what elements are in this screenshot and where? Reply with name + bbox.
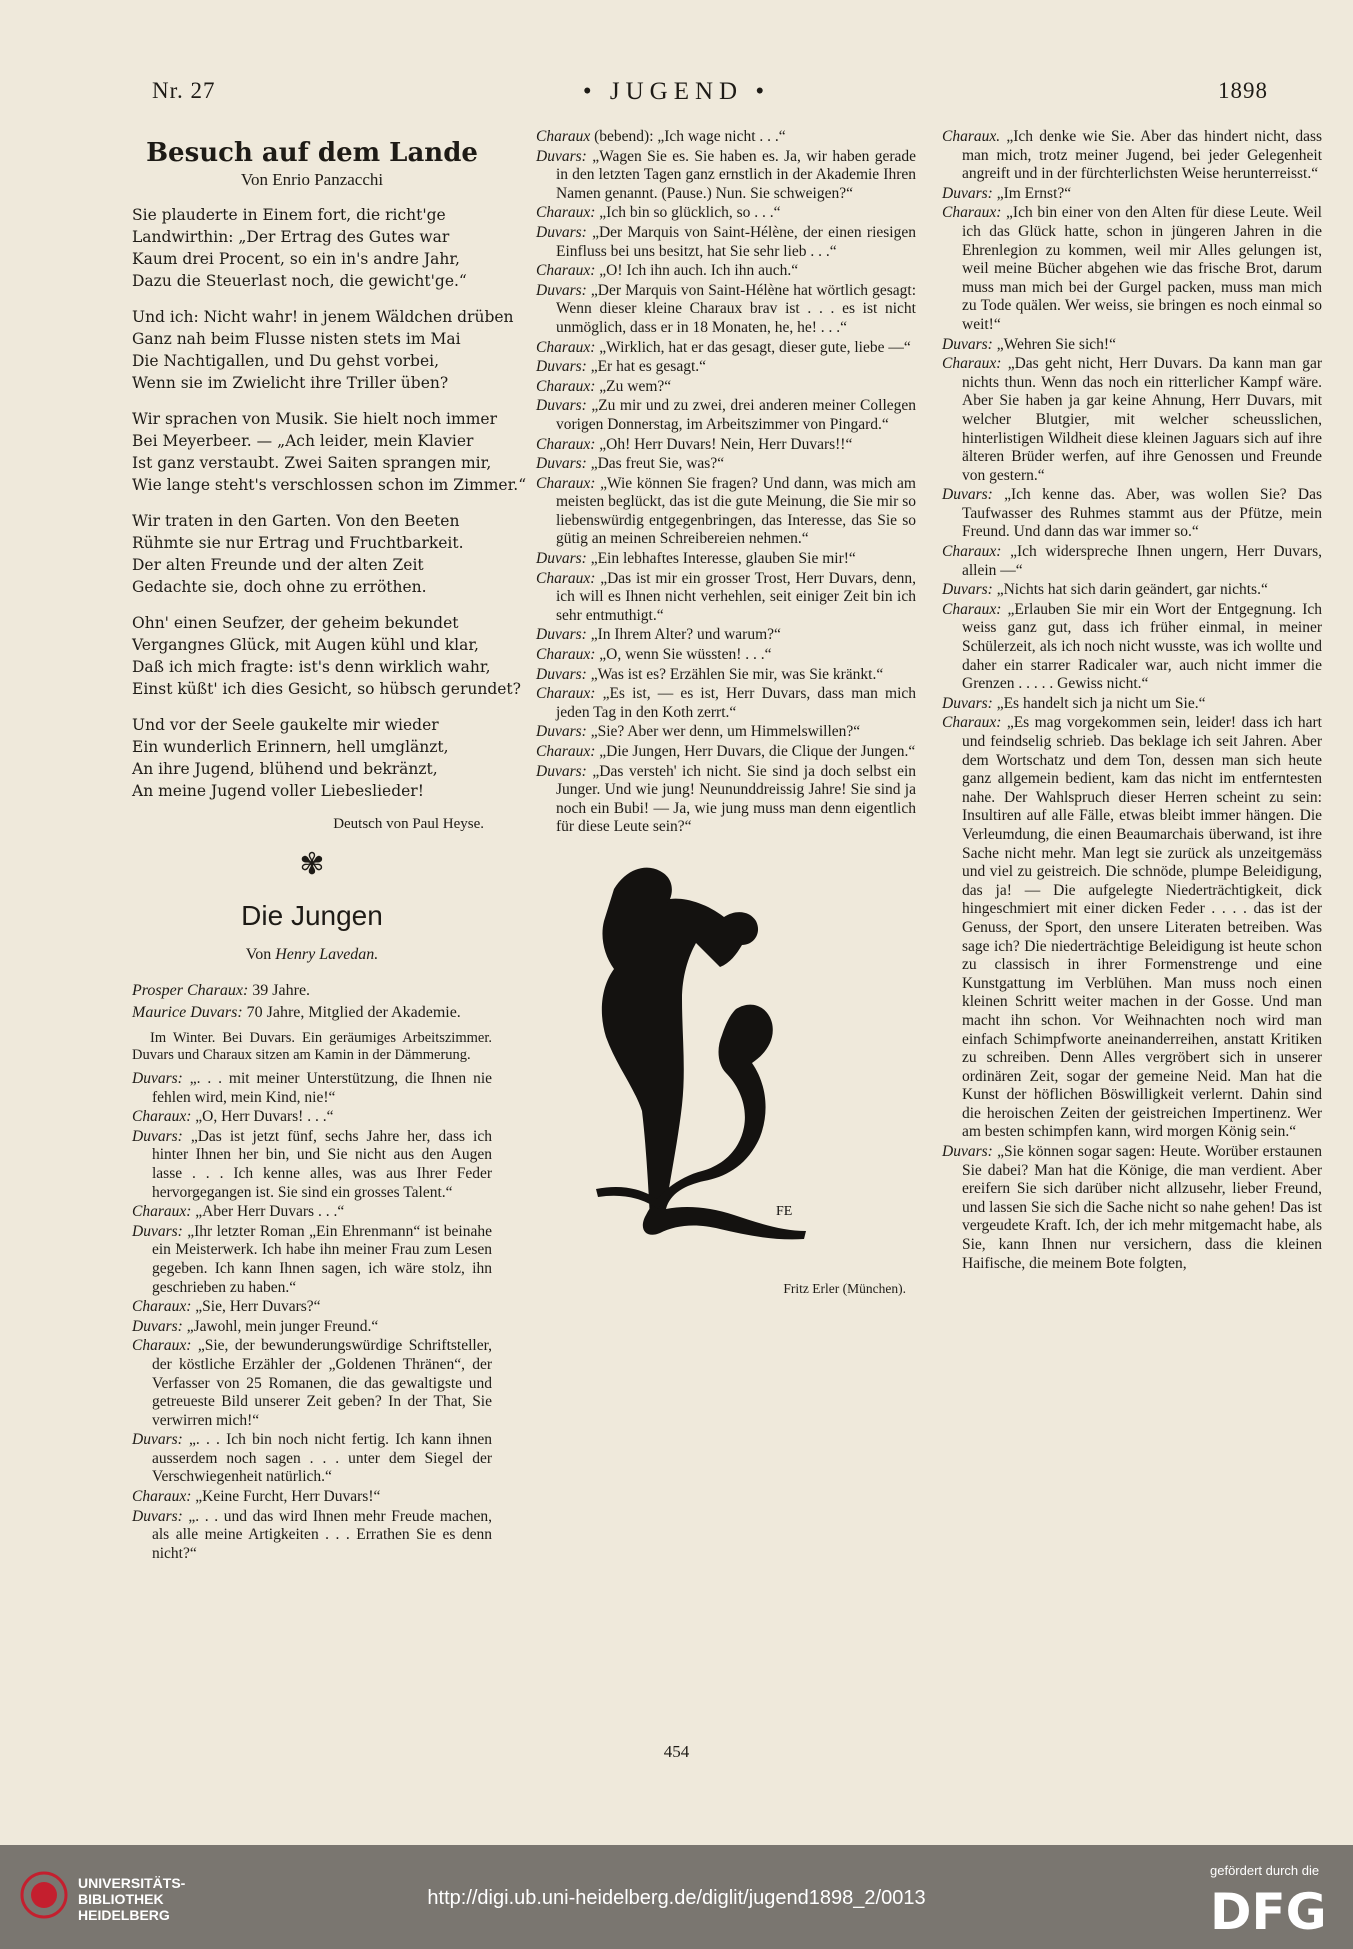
speaker-name: Duvars: [536,223,587,241]
poem-line: Dazu die Steuerlast noch, die gewicht'ge.“ [132,272,467,290]
dialog-line [536,128,916,147]
dialog-line [132,1108,492,1127]
dialog-text: „. . . Ich bin noch nicht fertig. Ich kann ihnen ausserdem noch sagen . . . unter dem Siegel der Verschwiegenheit natürlich.“ [152,1431,492,1486]
poem-line: Wie lange steht's verschlossen schon im Zimmer.“ [132,476,527,494]
illustration-silhouette [586,859,826,1279]
dialog-line [132,1508,492,1564]
institution-line: HEIDELBERG [78,1907,170,1923]
column-middle [536,128,916,1297]
dialog-line [942,204,1322,334]
poem-stanza [132,306,514,394]
speaker-name: Duvars: [132,1317,183,1335]
institution-line: UNIVERSITÄTS- [78,1875,186,1891]
dialog-text: „O, Herr Duvars! . . .“ [195,1108,334,1126]
speaker-name: Duvars: [536,397,587,415]
dialog-text: „Wirklich, hat er das gesagt, dieser gute, liebe —“ [599,338,911,356]
speaker-name: Duvars: [536,665,587,683]
poem-line: Die Nachtigallen, und Du gehst vorbei, [132,352,440,370]
speaker-name: Duvars: [536,762,587,780]
poem-line: Einst küßt' ich dies Gesicht, so hübsch gerundet? [132,680,521,698]
dialog-text: „Ihr letzter Roman „Ein Ehrenmann“ ist beinahe ein Meisterwerk. Ich habe ihn meiner Frau zum Lesen gegeben. Ich kann Ihnen sagen, ich wäre stolz, ihn geschrieben zu haben.“ [152,1222,492,1296]
poem-line: Rühmte sie nur Ertrag und Fruchtbarkeit. [132,534,464,552]
dialog-column-1 [132,1070,492,1563]
speaker-name: Duvars: [132,1222,183,1240]
dialog-line [536,378,916,397]
speaker-name: Duvars: [132,1507,183,1525]
poem-stanzas [132,204,527,802]
dialog-text: „Oh! Herr Duvars! Nein, Herr Duvars!!“ [599,435,853,453]
speaker-name: Charaux: [536,204,596,222]
dialog-text: „Im Ernst?“ [996,184,1072,202]
speaker-name: Charaux: [132,1488,192,1506]
dialog-text: „O! Ich ihn auch. Ich ihn auch.“ [599,262,799,280]
speaker-name: Duvars: [536,455,587,473]
play-byline [132,946,492,964]
dialog-text: „Erlauben Sie mir ein Wort der Entgegnung. Ich weiss ganz gut, dass ich früher einmal, in meiner Schülerzeit, als ich noch nicht wusste, was ich wollte und daher ein starrer Radicaler war, auch nicht immer die Grenzen . . . . . Gewiss nicht.“ [962,600,1323,693]
dialog-line [536,685,916,722]
speaker-name: Charaux: [536,474,596,492]
dialog-line [536,550,916,569]
dialog-text: „. . . und das wird Ihnen mehr Freude machen, als alle meine Artigkeiten . . . Errathen Sie es denn nicht?“ [152,1507,492,1562]
dialog-text: „Zu mir und zu zwei, drei anderen meiner Collegen vorigen Donnerstag, im Arbeitszimmer von Pingard.“ [556,397,917,433]
speaker-name: Duvars: [536,723,587,741]
dialog-text: „Ich denke wie Sie. Aber das hindert nicht, dass man mich, trotz meiner Jugend, bei jeder Gelegenheit angreift und in der fürchterlichsten Weise herunterreisst.“ [962,128,1323,183]
dialog-line [536,148,916,204]
issue-number: Nr. 27 [152,78,216,103]
dialog-line [536,763,916,837]
play-author: Henry Lavedan. [275,946,379,963]
speaker-name: Duvars: [536,358,587,376]
poem-line: Der alten Freunde und der alten Zeit [132,556,424,574]
dialog-text: „Wie können Sie fragen? Und dann, was mich am meisten beglückt, das ist die gute Meinung, die Sie mir so liebenswürdig entgegenbringen, das Interesse, das Sie so gütig an meinen Schreibereien nehmen.“ [556,474,916,548]
dialog-line [536,262,916,281]
dialog-line [942,714,1322,1142]
dialog-text: „Das ist mir ein grosser Trost, Herr Duvars, denn, ich will es Ihnen nicht verhehlen, seit einiger Zeit bin ich sehr entmuthigt.“ [556,569,917,624]
poem-line: Wir traten in den Garten. Von den Beeten [132,512,460,530]
dialog-line [942,581,1322,600]
speaker-name: Duvars: [536,550,587,568]
speaker-name: Charaux. [942,128,1001,145]
speaker-name: Duvars: [536,147,587,165]
poem-line: Landwirthin: „Der Ertrag des Gutes war [132,228,450,246]
poem-stanza [132,510,492,598]
ornament-icon: ✾ [299,848,325,881]
page-number: 454 [663,1742,690,1761]
speaker-name: Charaux: [942,714,1002,732]
poem-line: Kaum drei Procent, so ein in's andre Jahr, [132,250,460,268]
poem-line: Ist ganz verstaubt. Zwei Saiten sprangen mir, [132,454,492,472]
dialog-line [942,695,1322,714]
dialog-text: „Es handelt sich ja nicht um Sie.“ [996,694,1206,712]
speaker-name: Charaux: [132,1108,192,1126]
poem-line: Ohn' einen Seufzer, der geheim bekundet [132,614,459,632]
dialog-text: „Das ist jetzt fünf, sechs Jahre her, dass ich hinter Ihnen her bin, und Sie nicht aus den Augen lasse . . . Ich kenne alles, was aus Ihrer Feder hervorgegangen ist. Sie sind ein grosses Talent.“ [152,1127,492,1201]
character-name: Maurice Duvars: [132,1004,243,1021]
dialog-text: „Der Marquis von Saint-Hélène hat wörtlich gesagt: Wenn dieser kleine Charaux brav ist . . . es ist nicht unmöglich, dass er in 18 Monaten, he, he! . . .“ [556,281,916,336]
dialog-text: „Wehren Sie sich!“ [996,335,1116,353]
speaker-name: Charaux: [536,262,596,280]
dialog-text: „Keine Furcht, Herr Duvars!“ [195,1488,381,1506]
poem-byline: Von Enrio Panzacchi [240,170,384,189]
dialog-text: „Sie, der bewunderungswürdige Schriftsteller, der köstliche Erzähler der „Goldenen Thränen“, der Verfasser von 25 Romanen, die das gewaltigste und getreueste Bild unserer Zeit geben? In der That, Sie verwirren mich!“ [152,1337,493,1429]
poem-line: Wir sprachen von Musik. Sie hielt noch immer [132,410,497,428]
speaker-name: Duvars: [942,486,993,504]
dialog-line [132,1070,492,1107]
dialog-line [942,1143,1322,1273]
dialog-text: „Was ist es? Erzählen Sie mir, was Sie kränkt.“ [590,665,884,683]
poem-line: An ihre Jugend, blühend und bekränzt, [132,760,438,778]
speaker-name: Charaux: [536,743,596,760]
dialog-line [132,1223,492,1297]
column-right [942,128,1322,1274]
character-desc: 39 Jahre. [252,982,311,999]
dialog-line [132,1337,492,1430]
poem-title: Besuch auf dem Lande [146,138,478,168]
dialog-line [536,646,916,665]
dialog-line [132,1488,492,1507]
speaker-name: Charaux: [536,685,596,703]
dialog-line [132,1298,492,1317]
poem-line: Ganz nah beim Flusse nisten stets im Mai [132,330,461,348]
speaker-name: Duvars: [942,694,993,712]
poem-line: Gedachte sie, doch ohne zu erröthen. [132,578,427,596]
dialog-line [536,339,916,358]
speaker-name: Charaux: [942,355,1002,373]
dialog-line [132,1128,492,1202]
poem-stanza [132,204,492,292]
speaker-name: Charaux: [942,600,1002,618]
speaker-name: Duvars: [942,1143,993,1161]
speaker-name: Charaux: [942,543,1002,561]
dialog-line [536,358,916,377]
speaker-name: Duvars: [132,1127,183,1145]
poem-stanza [132,408,527,496]
dialog-text: „Nichts hat sich darin geändert, gar nichts.“ [996,581,1268,599]
dialog-line [536,666,916,685]
speaker-name: Duvars: [536,281,587,299]
dialog-text: „Er hat es gesagt.“ [590,358,707,376]
play-title: Die Jungen [241,900,383,931]
speaker-name: Charaux: [132,1337,192,1355]
dialog-text: „Aber Herr Duvars . . .“ [195,1203,345,1221]
dialog-line [536,455,916,474]
speaker-name: Charaux: [536,377,596,395]
dialog-line [942,185,1322,204]
dialog-text: „Der Marquis von Saint-Hélène, der einen riesigen Einfluss bei uns besitzt, hat Sie sehr lieb . . .“ [556,223,916,260]
dialog-column-3 [942,128,1322,1273]
dialog-column-2 [536,128,916,837]
permalink-url[interactable]: http://digi.ub.uni-heidelberg.de/diglit/jugend1898_2/0013 [427,1887,926,1909]
speaker-name: Duvars: [536,626,587,644]
dialog-line [942,128,1322,184]
dialog-line [536,397,916,434]
dialog-line [942,486,1322,542]
dialog-line [536,224,916,261]
dialog-text: „O, wenn Sie wüssten! . . .“ [599,646,772,664]
dialog-text: „Das geht nicht, Herr Duvars. Da kann man gar nichts thun. Wenn das noch ein ritterlicher Kampf wäre. Aber Sie haben ja gar keine Ahnung, Herr Duvars, mit welcher Blutgier, mit welcher scheusslichen, hinterlistigen Wildheit diese kleinen Jaguars sich auf ihre älteren Brüder werfen, auf ihre Genossen und Freunde von gestern.“ [962,355,1322,484]
dialog-line [132,1203,492,1222]
speaker-name: Charaux: [132,1298,192,1316]
speaker-name: Duvars: [942,581,993,599]
poem-line: Und ich: Nicht wahr! in jenem Wäldchen drüben [132,308,514,326]
dialog-text: „Die Jungen, Herr Duvars, die Clique der Jungen.“ [599,743,916,760]
speaker-name: Charaux: [536,435,596,453]
speaker-name: Charaux: [132,1203,192,1221]
poem-line: Und vor der Seele gaukelte mir wieder [132,716,439,734]
poem-stanza [132,714,492,802]
poem-line: Bei Meyerbeer. — „Ach leider, mein Klavier [132,432,474,450]
poem-line: Ein wunderlich Erinnern, hell umglänzt, [132,738,449,756]
dialog-line [942,336,1322,355]
magazine-title: • JUGEND • [582,78,771,105]
stage-setting: Im Winter. Bei Duvars. Ein geräumiges Arbeitszimmer. Duvars und Charaux sitzen am Kamin in der Dämmerung. [132,1030,492,1063]
speaker-name: Charaux [536,128,591,145]
dialog-text: „Jawohl, mein junger Freund.“ [186,1317,379,1335]
dialog-line [536,570,916,626]
dialog-line [942,355,1322,485]
dialog-line [132,1431,492,1487]
poem-credit: Deutsch von Paul Heyse. [333,816,484,832]
dialog-line [536,723,916,742]
dialog-text: „Ein lebhaftes Interesse, glauben Sie mir!“ [590,550,856,568]
column-left [132,128,527,1564]
artist-monogram: FE [776,1203,793,1219]
character-desc: 70 Jahre, Mitglied der Akademie. [246,1004,461,1021]
poem-line: Vergangnes Glück, mit Augen kühl und klar, [132,636,479,654]
dialog-text: „Es ist, — es ist, Herr Duvars, dass man mich jeden Tag in den Koth zerrt.“ [556,685,916,721]
dialog-text: „Sie? Aber wer denn, um Himmelswillen?“ [590,723,861,741]
dialog-text: „Es mag vorgekommen sein, leider! dass ich hart und feindselig schrieb. Das beklage ich seit Jahren. Aber dem Wortschatz und dem Ton, dessen man sich heute ganz allgemein bedient, kam das nicht im entferntesten nahe. Der Wahlspruch dieser Herren scheint zu sein: Insultiren auf alle Fälle, etwas bleibt immer hängen. Die Verleumdung, die einen Beaumarchais überwand, ist ihre Sache nicht mehr. Man legt sie zurück als unzeitgemäss und viel zu geistreich. Die schnöde, plumpe Beleidigung, das ja! — Die aufgelegte Niederträchtigkeit, dick hingeschmiert mit einer dicken Feder . . . . das ist der Genuss, der Sport, den unsere Literaten betreiben. Was sage ich? Die niederträchtige Beleidigung ist heute schon zu classisch in ihrer Formenstrenge und eine Kunstgattung im Verblühen. Man muss noch einen kleinen Schritt weiter machen in der Gosse. Und man macht ihn schon. Vor Weihnachten noch wird man einfach Schimpfworte aneinanderreihen, anstatt Kritiken zu schreiben. Denn Alles vergröbert sich in unserer ordinären Zeit, sogar der gemeine Neid. Man hat die Kunst der höflichen Böswilligkeit verlernt. Dahin sind die heroischen Zeiten der geistreichen Impertinenz. Wer am besten schimpfen kann, wird morgen König sein.“ [962,714,1322,1141]
footer-bar [0,1845,1353,1949]
institution-line: BIBLIOTHEK [78,1891,164,1907]
dialog-line [536,204,916,223]
funded-by-label: gefördert durch die [1210,1863,1320,1878]
dialog-line [942,543,1322,580]
byline-prefix: Von [245,946,272,963]
cast-entry [132,982,492,1000]
speaker-name: Duvars: [942,184,993,202]
poem-line: Wenn sie im Zwielicht ihre Triller üben? [132,374,449,392]
dialog-text: „Das freut Sie, was?“ [590,455,725,473]
dialog-line [536,743,916,762]
poem-line: An meine Jugend voller Liebeslieder! [132,782,424,800]
dialog-text: „Das versteh' ich nicht. Sie sind ja doch selbst ein Junger. Und wie jung! Neununddreissig Jahre! Sie sind ja noch ein Bubi! — Ja, wie jung muss man denn eigentlich für diese Leute sein?“ [556,762,917,836]
dialog-text: „. . . mit meiner Unterstützung, die Ihnen nie fehlen wird, mein Kind, nie!“ [152,1070,493,1106]
character-name: Prosper Charaux: [132,982,249,999]
speaker-name: Duvars: [132,1431,183,1449]
dialog-line [942,601,1322,694]
speaker-name: Charaux: [536,646,596,664]
speaker-name: Charaux: [536,569,596,587]
speaker-name: Duvars: [132,1070,183,1087]
dialog-text: „Ich bin einer von den Alten für diese Leute. Weil ich das Glück hatte, schon in jüngeren Jahren in die Ehrenlegion zu kommen, weil mir Alles gelungen ist, weil meine Bücher abgehen wie das frische Brot, darum muss man mich bei der Gurgel packen, muss man mich zu Tode quälen. Wer weiss, sie bringen es noch einmal so weit!“ [962,204,1322,333]
dialog-line [536,282,916,338]
dialog-text: „In Ihrem Alter? und warum?“ [590,626,781,644]
dialog-line [536,436,916,455]
dialog-text: (bebend): „Ich wage nicht . . .“ [594,128,786,145]
dialog-line [132,1318,492,1337]
dialog-text: „Sie, Herr Duvars?“ [195,1298,321,1316]
speaker-name: Duvars: [942,335,993,353]
dialog-text: „Zu wem?“ [599,377,672,395]
poem-line: Sie plauderte in Einem fort, die richt'ge [132,206,446,224]
cast-entry [132,1004,492,1022]
year: 1898 [1218,78,1268,103]
dfg-logo-text: DFG [1210,1883,1327,1935]
dialog-text: „Sie können sogar sagen: Heute. Worüber erstaunen Sie dabei? Man hat die Könige, die man verdient. Aber ereifern Sie sich darüber nicht allzusehr, lieber Freund, und lassen Sie sich die Sache nicht so nahe gehen! Das ist vergeudete Kraft. Ich, der ich mehr mitgemacht habe, als Sie, kann Ihnen nur versichern, dass die kleinen Haifische, die meinem Bote folgten, [962,1143,1322,1272]
dialog-line [536,626,916,645]
poem-line: Daß ich mich fragte: ist's denn wirklich wahr, [132,658,491,676]
dfg-logo-icon [1210,1883,1330,1935]
cast-list [132,982,492,1022]
dialog-text: „Ich widerspreche Ihnen ungern, Herr Duvars, allein —“ [962,543,1322,579]
dialog-text: „Ich kenne das. Aber, was wollen Sie? Das Taufwasser des Ruhmes stammt aus der Pfütze, mein Freund. Und dann das war immer so.“ [962,486,1322,541]
speaker-name: Charaux: [536,338,596,356]
illustration-caption: Fritz Erler (München). [783,1280,906,1296]
poem-stanza [132,612,521,700]
speaker-name: Charaux: [942,204,1002,222]
dialog-text: „Wagen Sie es. Sie haben es. Ja, wir haben gerade in den letzten Tagen ganz ernstlich in der Akademie Ihren Namen genannt. (Pause.) Nun. Sie schweigen?“ [556,147,917,202]
dialog-line [536,475,916,549]
dialog-text: „Ich bin so glücklich, so . . .“ [599,204,781,222]
